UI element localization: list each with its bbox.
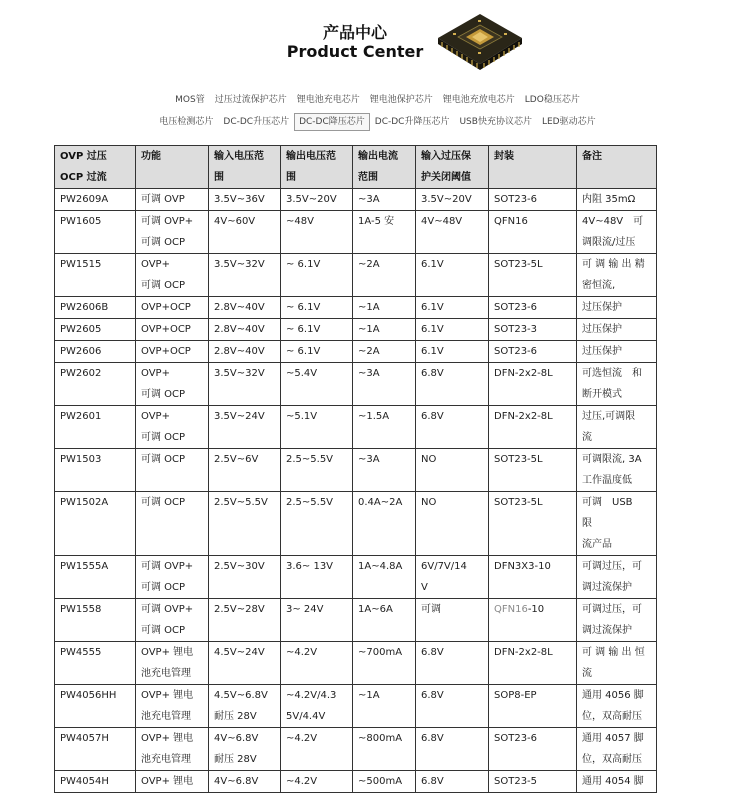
table-row bbox=[55, 728, 657, 771]
cell-function: OVP+ 可调 OCP bbox=[136, 406, 209, 449]
cell-ovp-threshold: 6.8V bbox=[416, 771, 489, 793]
table-row bbox=[55, 341, 657, 363]
cell-iout: ~3A bbox=[353, 189, 416, 211]
cell-ovp-threshold: 6.8V bbox=[416, 685, 489, 728]
cell-iout: 0.4A~2A bbox=[353, 492, 416, 556]
table-row bbox=[55, 363, 657, 406]
cell-model: PW4057H bbox=[55, 728, 136, 771]
cell-iout: ~1A bbox=[353, 685, 416, 728]
cell-model: PW4555 bbox=[55, 642, 136, 685]
cell-vout: ~ 6.1V bbox=[281, 341, 353, 363]
cell-note: 过压,可调限 流 bbox=[577, 406, 657, 449]
cell-note: 通用 4054 脚 bbox=[577, 771, 657, 793]
cell-ovp-threshold: 3.5V~20V bbox=[416, 189, 489, 211]
table-row bbox=[55, 556, 657, 599]
cell-vin: 3.5V~32V bbox=[209, 363, 281, 406]
cell-package: DFN3X3-10 bbox=[489, 556, 577, 599]
cell-note: 过压保护 bbox=[577, 341, 657, 363]
cell-vout: 3~ 24V bbox=[281, 599, 353, 642]
table-row bbox=[55, 211, 657, 254]
header-iout: 输出电流 范围 bbox=[353, 146, 416, 189]
cell-iout: 1A~6A bbox=[353, 599, 416, 642]
cell-vin: 4V~6.8V bbox=[209, 771, 281, 793]
nav-item[interactable]: 锂电池保护芯片 bbox=[369, 95, 433, 105]
nav-item[interactable]: DC-DC降压芯片 bbox=[294, 113, 370, 131]
cell-vin: 2.5V~6V bbox=[209, 449, 281, 492]
cell-vout: ~4.2V bbox=[281, 771, 353, 793]
cell-vin: 2.8V~40V bbox=[209, 319, 281, 341]
cell-function: OVP+ 锂电 bbox=[136, 771, 209, 793]
cell-vin: 3.5V~24V bbox=[209, 406, 281, 449]
cell-iout: ~3A bbox=[353, 363, 416, 406]
cell-iout: ~800mA bbox=[353, 728, 416, 771]
table-row bbox=[55, 492, 657, 556]
cell-vin: 2.8V~40V bbox=[209, 297, 281, 319]
table-row bbox=[55, 297, 657, 319]
page-title-en: Product Center bbox=[286, 42, 424, 61]
nav-item[interactable]: LDO稳压芯片 bbox=[524, 95, 580, 105]
cell-function: OVP+ 可调 OCP bbox=[136, 254, 209, 297]
table-row bbox=[55, 449, 657, 492]
cell-vout: 3.5V~20V bbox=[281, 189, 353, 211]
table-row bbox=[55, 189, 657, 211]
cell-iout: ~1.5A bbox=[353, 406, 416, 449]
category-nav-row2 bbox=[0, 113, 755, 131]
cell-package: SOP8-EP bbox=[489, 685, 577, 728]
nav-item[interactable]: MOS管 bbox=[175, 95, 205, 105]
cell-iout: ~700mA bbox=[353, 642, 416, 685]
cell-model: PW1515 bbox=[55, 254, 136, 297]
cell-vin: 4V~6.8V 耐压 28V bbox=[209, 728, 281, 771]
cell-ovp-threshold: NO bbox=[416, 449, 489, 492]
cell-ovp-threshold: NO bbox=[416, 492, 489, 556]
cell-ovp-threshold: 4V~48V bbox=[416, 211, 489, 254]
cell-model: PW2601 bbox=[55, 406, 136, 449]
header-function: 功能 bbox=[136, 146, 209, 189]
nav-item[interactable]: USB快充协议芯片 bbox=[459, 117, 532, 127]
cell-package: SOT23-3 bbox=[489, 319, 577, 341]
cell-vout: ~ 6.1V bbox=[281, 297, 353, 319]
cell-package: SOT23-6 bbox=[489, 297, 577, 319]
cell-vout: ~4.2V bbox=[281, 728, 353, 771]
cell-vin: 4.5V~24V bbox=[209, 642, 281, 685]
cell-ovp-threshold: 6.8V bbox=[416, 406, 489, 449]
cell-vin: 4V~60V bbox=[209, 211, 281, 254]
cell-model: PW4056HH bbox=[55, 685, 136, 728]
cell-ovp-threshold: 6.8V bbox=[416, 363, 489, 406]
cell-function: OVP+OCP bbox=[136, 341, 209, 363]
cell-vout: ~4.2V/4.3 5V/4.4V bbox=[281, 685, 353, 728]
cell-function: OVP+ 可调 OCP bbox=[136, 363, 209, 406]
cell-note: 可调过压，可 调过流保护 bbox=[577, 599, 657, 642]
cell-iout: ~1A bbox=[353, 319, 416, 341]
cell-package: SOT23-6 bbox=[489, 341, 577, 363]
cell-package: SOT23-6 bbox=[489, 728, 577, 771]
cell-function: 可调 OVP+ 可调 OCP bbox=[136, 599, 209, 642]
cell-function: 可调 OVP bbox=[136, 189, 209, 211]
cell-iout: ~3A bbox=[353, 449, 416, 492]
cell-note: 可 调 输 出 恒 流 bbox=[577, 642, 657, 685]
cell-ovp-threshold: 6.8V bbox=[416, 642, 489, 685]
header-model: OVP 过压 OCP 过流 bbox=[55, 146, 136, 189]
cell-model: PW2609A bbox=[55, 189, 136, 211]
cell-vout: ~5.1V bbox=[281, 406, 353, 449]
cell-note: 过压保护 bbox=[577, 319, 657, 341]
cell-iout: 1A~4.8A bbox=[353, 556, 416, 599]
cell-note: 可调过压，可 调过流保护 bbox=[577, 556, 657, 599]
cell-model: PW1502A bbox=[55, 492, 136, 556]
cell-vin: 2.5V~28V bbox=[209, 599, 281, 642]
cell-iout: 1A-5 安 bbox=[353, 211, 416, 254]
cell-package: SOT23-5 bbox=[489, 771, 577, 793]
cell-iout: ~2A bbox=[353, 341, 416, 363]
cell-model: PW2606 bbox=[55, 341, 136, 363]
cell-package: QFN16 bbox=[489, 211, 577, 254]
cell-vout: 2.5~5.5V bbox=[281, 492, 353, 556]
cell-note: 可 调 输 出 精 密恒流, bbox=[577, 254, 657, 297]
cell-vin: 2.5V~30V bbox=[209, 556, 281, 599]
cell-model: PW2605 bbox=[55, 319, 136, 341]
page-title-cn: 产品中心 bbox=[322, 23, 387, 42]
nav-item[interactable]: 过压过流保护芯片 bbox=[214, 95, 287, 105]
cell-function: OVP+OCP bbox=[136, 297, 209, 319]
nav-item[interactable]: LED驱动芯片 bbox=[541, 117, 596, 127]
product-table bbox=[54, 145, 657, 793]
cell-model: PW4054H bbox=[55, 771, 136, 793]
cell-function: OVP+ 锂电 池充电管理 bbox=[136, 642, 209, 685]
cell-function: OVP+ 锂电 池充电管理 bbox=[136, 685, 209, 728]
cell-package: DFN-2x2-8L bbox=[489, 363, 577, 406]
header-note: 备注 bbox=[577, 146, 657, 189]
nav-item[interactable]: DC-DC升降压芯片 bbox=[374, 117, 450, 127]
cell-note: 可调限流, 3A 工作温度低 bbox=[577, 449, 657, 492]
table-row bbox=[55, 406, 657, 449]
table-row bbox=[55, 771, 657, 793]
cell-function: OVP+OCP bbox=[136, 319, 209, 341]
cell-ovp-threshold: 6.1V bbox=[416, 254, 489, 297]
nav-item[interactable]: 锂电池充电芯片 bbox=[296, 95, 360, 105]
nav-item[interactable]: DC-DC升压芯片 bbox=[223, 117, 290, 127]
table-row bbox=[55, 685, 657, 728]
header-ovp-threshold: 输入过压保 护关闭阈值 bbox=[416, 146, 489, 189]
header-vin: 输入电压范 围 bbox=[209, 146, 281, 189]
header-vout: 输出电压范 围 bbox=[281, 146, 353, 189]
cell-ovp-threshold: 6V/7V/14 V bbox=[416, 556, 489, 599]
table-row bbox=[55, 642, 657, 685]
cell-ovp-threshold: 6.1V bbox=[416, 341, 489, 363]
cell-ovp-threshold: 6.1V bbox=[416, 297, 489, 319]
table-row bbox=[55, 319, 657, 341]
cell-note: 可调 USB 限 流产品 bbox=[577, 492, 657, 556]
cell-vout: ~5.4V bbox=[281, 363, 353, 406]
cell-note: 通用 4056 脚 位，双高耐压 bbox=[577, 685, 657, 728]
cell-ovp-threshold: 6.1V bbox=[416, 319, 489, 341]
cell-package: SOT23-5L bbox=[489, 254, 577, 297]
cell-ovp-threshold: 6.8V bbox=[416, 728, 489, 771]
cell-note: 内阻 35mΩ bbox=[577, 189, 657, 211]
cell-ovp-threshold: 可调 bbox=[416, 599, 489, 642]
cell-vout: 3.6~ 13V bbox=[281, 556, 353, 599]
cell-note: 过压保护 bbox=[577, 297, 657, 319]
category-nav-row1 bbox=[0, 91, 755, 109]
cell-vout: ~ 6.1V bbox=[281, 319, 353, 341]
cell-model: PW2602 bbox=[55, 363, 136, 406]
nav-item[interactable]: 锂电池充放电芯片 bbox=[442, 95, 515, 105]
cell-model: PW1558 bbox=[55, 599, 136, 642]
cell-package: SOT23-5L bbox=[489, 492, 577, 556]
cell-vout: ~48V bbox=[281, 211, 353, 254]
cell-note: 4V~48V 可 调限流/过压 bbox=[577, 211, 657, 254]
cell-model: PW1555A bbox=[55, 556, 136, 599]
cell-model: PW2606B bbox=[55, 297, 136, 319]
cell-iout: ~500mA bbox=[353, 771, 416, 793]
cell-package: DFN-2x2-8L bbox=[489, 642, 577, 685]
cell-function: 可调 OVP+ 可调 OCP bbox=[136, 556, 209, 599]
cell-vout: ~4.2V bbox=[281, 642, 353, 685]
header-package: 封装 bbox=[489, 146, 577, 189]
cell-vin: 3.5V~32V bbox=[209, 254, 281, 297]
cell-function: OVP+ 锂电 池充电管理 bbox=[136, 728, 209, 771]
cell-vout: ~ 6.1V bbox=[281, 254, 353, 297]
cell-vin: 4.5V~6.8V 耐压 28V bbox=[209, 685, 281, 728]
cell-package: DFN-2x2-8L bbox=[489, 406, 577, 449]
table-row bbox=[55, 599, 657, 642]
cell-model: PW1503 bbox=[55, 449, 136, 492]
cell-note: 可选恒流 和 断开模式 bbox=[577, 363, 657, 406]
nav-item[interactable]: 电压检测芯片 bbox=[159, 117, 214, 127]
cell-iout: ~1A bbox=[353, 297, 416, 319]
cell-note: 通用 4057 脚 位，双高耐压 bbox=[577, 728, 657, 771]
table-row bbox=[55, 254, 657, 297]
cell-vout: 2.5~5.5V bbox=[281, 449, 353, 492]
cell-function: 可调 OCP bbox=[136, 492, 209, 556]
table-header-row bbox=[55, 146, 657, 189]
cell-vin: 2.5V~5.5V bbox=[209, 492, 281, 556]
page-header bbox=[0, 0, 755, 80]
cell-model: PW1605 bbox=[55, 211, 136, 254]
table-body bbox=[55, 189, 657, 793]
cell-vin: 2.8V~40V bbox=[209, 341, 281, 363]
cell-function: 可调 OCP bbox=[136, 449, 209, 492]
cell-package: QFN16-10 bbox=[489, 599, 577, 642]
cell-package: SOT23-5L bbox=[489, 449, 577, 492]
cell-function: 可调 OVP+ 可调 OCP bbox=[136, 211, 209, 254]
cell-vin: 3.5V~36V bbox=[209, 189, 281, 211]
processor-chip-image bbox=[428, 8, 528, 74]
cell-package: SOT23-6 bbox=[489, 189, 577, 211]
cell-iout: ~2A bbox=[353, 254, 416, 297]
